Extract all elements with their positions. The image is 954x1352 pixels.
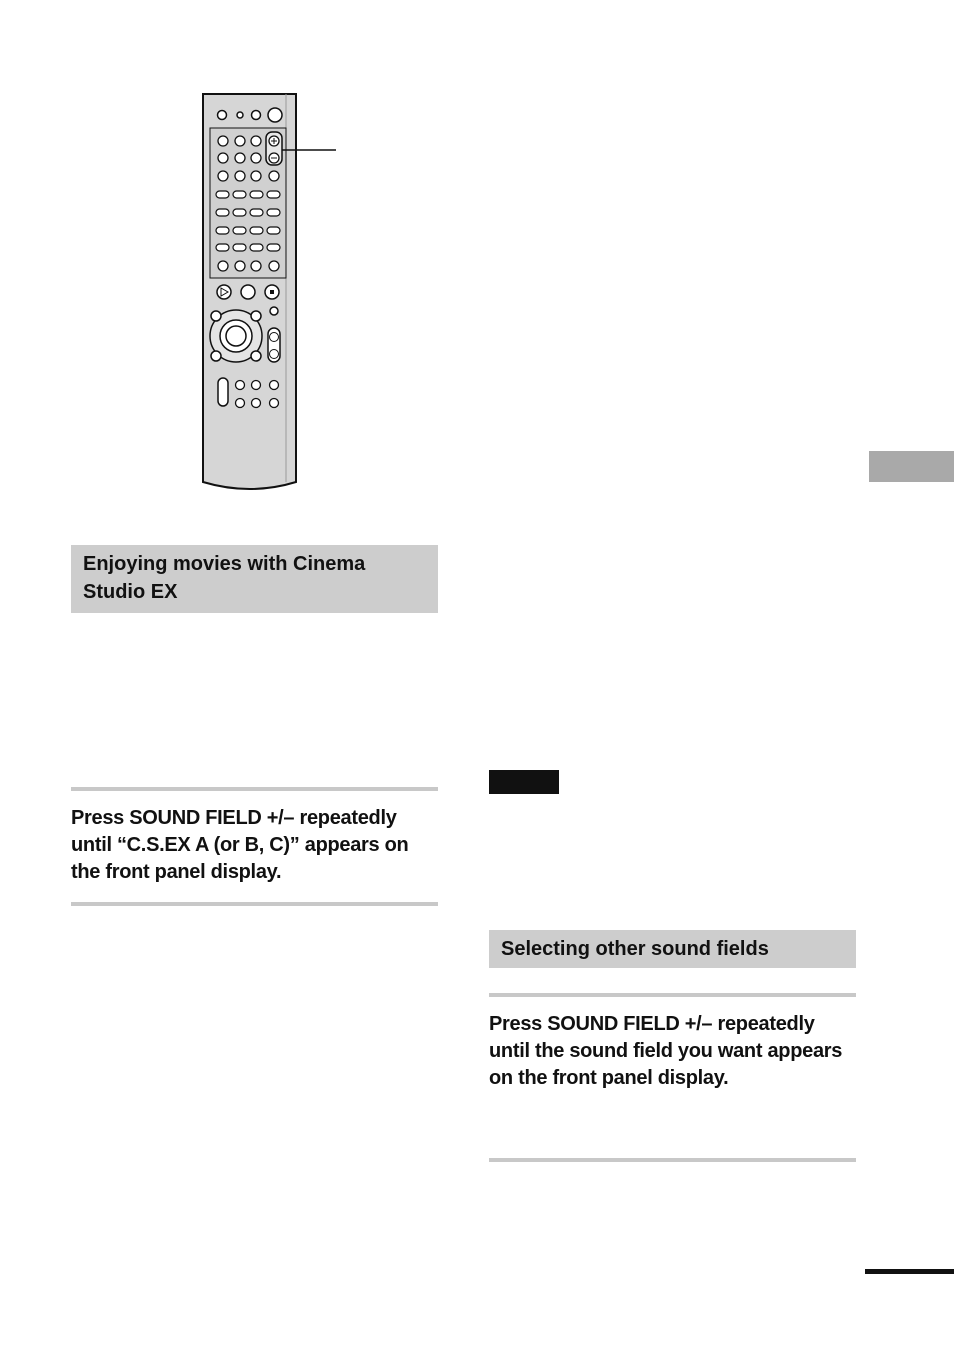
chapter-side-tab: [869, 451, 954, 482]
step-rule-bottom: [71, 902, 438, 906]
page-bottom-rule: [865, 1269, 954, 1274]
remote-control-illustration: [190, 88, 350, 498]
section-heading-other-sound-fields: Selecting other sound fields: [489, 930, 856, 968]
step-rule-top: [71, 787, 438, 791]
step-instruction-cinema-studio: Press SOUND FIELD +/– repeatedly until “C.S.EX A (or B, C)” appears on the front panel display.: [71, 807, 409, 883]
dpad: [210, 310, 262, 362]
step-rule-top: [489, 993, 856, 997]
step-rule-bottom: [489, 1158, 856, 1162]
step-instruction-other-sound-fields: Press SOUND FIELD +/– repeatedly until the sound field you want appears on the front panel display.: [489, 1013, 843, 1089]
note-badge: [489, 770, 559, 794]
section-heading-cinema-studio: Enjoying movies with Cinema Studio EX: [71, 545, 438, 613]
